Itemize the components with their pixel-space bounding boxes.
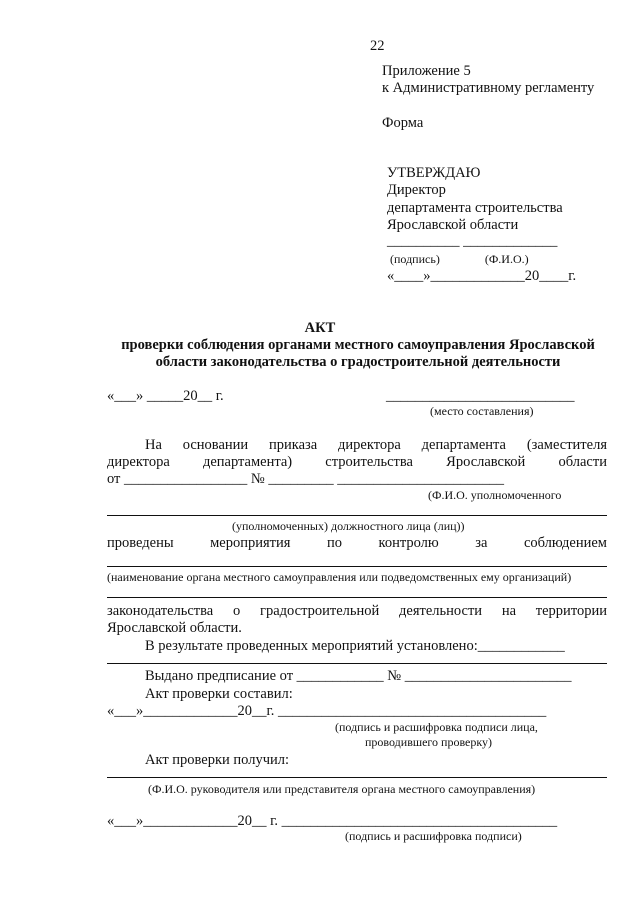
act-subtitle-line-2: области законодательства о градостроительной деятельности bbox=[155, 354, 561, 370]
conducted-line: проведены мероприятия по контролю за соблюдением bbox=[107, 535, 607, 551]
approval-position-3: Ярославской области bbox=[387, 217, 519, 233]
compiled-caption-1: (подпись и расшифровка подписи лица, bbox=[335, 720, 538, 734]
approval-position-2: департамента строительства bbox=[387, 200, 563, 216]
org-blank-line bbox=[107, 566, 607, 567]
result-blank-line bbox=[107, 663, 607, 664]
approval-sign-line: __________ _____________ bbox=[387, 233, 558, 249]
received-date-line: «___»_____________20__ г. ______________________________________ bbox=[107, 813, 558, 829]
fio-caption: (Ф.И.О. уполномоченного bbox=[428, 488, 562, 502]
official-caption: (уполномоченных) должностного лица (лиц)) bbox=[232, 519, 465, 533]
act-title: АКТ bbox=[304, 320, 336, 336]
approval-sign-captions: (подпись) (Ф.И.О.) bbox=[387, 252, 529, 266]
place-blank: __________________________ bbox=[386, 388, 575, 404]
page-number: 22 bbox=[370, 38, 385, 54]
paragraph-basis-line-2: директора департамента) строительства Ярославской области bbox=[107, 454, 607, 470]
result-line: В результате проведенных мероприятий установлено:____________ bbox=[145, 638, 565, 654]
head-caption: (Ф.И.О. руководителя или представителя органа местного самоуправления) bbox=[148, 782, 536, 796]
compiled-date-line: «___»_____________20__г. _____________________________________ bbox=[107, 703, 547, 719]
compiled-caption-2: проводившего проверку) bbox=[365, 735, 493, 749]
official-blank-line bbox=[107, 515, 607, 516]
appendix-reference: к Административному регламенту bbox=[382, 80, 595, 96]
approval-title: УТВЕРЖДАЮ bbox=[387, 165, 481, 181]
appendix-number: Приложение 5 bbox=[382, 63, 471, 79]
law-line-2: Ярославской области. bbox=[107, 620, 242, 636]
paragraph-basis-line-1: На основании приказа директора департамента (заместителя bbox=[145, 437, 607, 453]
org-caption: (наименование органа местного самоуправления или подведомственных ему организаций) bbox=[107, 570, 572, 584]
law-line-1: законодательства о градостроительной деятельности на территории bbox=[107, 603, 607, 619]
received-label: Акт проверки получил: bbox=[145, 752, 290, 768]
place-caption: (место составления) bbox=[430, 404, 534, 418]
received-caption: (подпись и расшифровка подписи) bbox=[345, 829, 522, 843]
compiled-label: Акт проверки составил: bbox=[145, 686, 293, 702]
order-reference-line: от _________________ № _________ _______________________ bbox=[107, 471, 504, 487]
form-label: Форма bbox=[382, 115, 424, 131]
org-blank-line-2 bbox=[107, 597, 607, 598]
approval-date-line: «____»_____________20____г. bbox=[387, 268, 577, 284]
head-blank-line bbox=[107, 777, 607, 778]
approval-position-1: Директор bbox=[387, 182, 446, 198]
order-issued-line: Выдано предписание от ____________ № _______________________ bbox=[145, 668, 572, 684]
act-subtitle-line-1: проверки соблюдения органами местного самоуправления Ярославской bbox=[121, 337, 595, 353]
act-date: «___» _____20__ г. bbox=[107, 388, 224, 404]
